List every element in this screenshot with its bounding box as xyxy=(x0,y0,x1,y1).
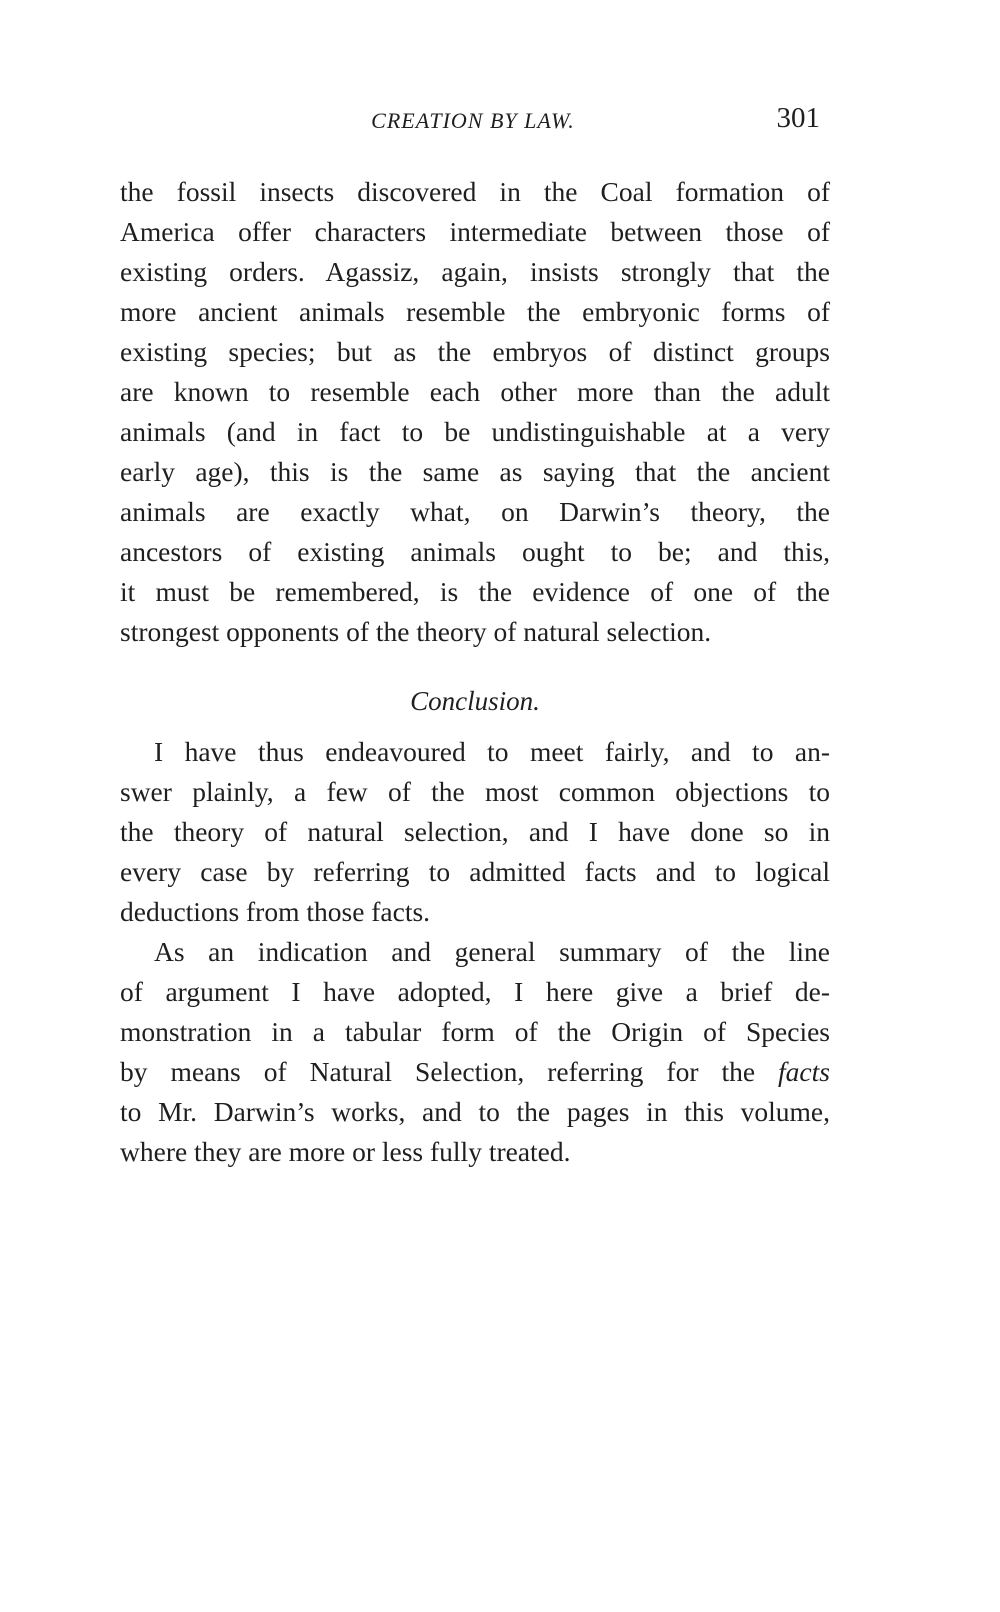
text-line: monstration in a tabular form of the Origin of Species xyxy=(120,1016,830,1047)
italic-word: facts xyxy=(778,1056,830,1087)
text-line: deductions from those facts. xyxy=(120,896,431,927)
paragraph-conclusion xyxy=(120,732,830,932)
text-line: every case by referring to admitted facts and to logical xyxy=(120,856,830,887)
page-number: 301 xyxy=(776,102,820,134)
section-heading: Conclusion. xyxy=(410,686,540,716)
text-line: animals are exactly what, on Darwin’s theory, the xyxy=(120,496,830,527)
text-line: America offer characters intermediate between those of xyxy=(120,216,830,247)
text-line: are known to resemble each other more than the adult xyxy=(120,376,830,407)
text-line: As an indication and general summary of the line xyxy=(154,936,830,967)
text-segment: by means of Natural Selection, referring for the xyxy=(120,1056,756,1087)
paragraph-continuation xyxy=(120,172,830,652)
text-line: where they are more or less fully treated. xyxy=(120,1136,571,1167)
text-line: early age), this is the same as saying that the ancient xyxy=(120,456,830,487)
text-line: existing species; but as the embryos of distinct groups xyxy=(120,336,830,367)
running-head: CREATION BY LAW. xyxy=(371,108,575,133)
text-line: swer plainly, a few of the most common objections to xyxy=(120,776,830,807)
text-line: it must be remembered, is the evidence of one of the xyxy=(120,576,830,607)
text-line: I have thus endeavoured to meet fairly, and to an- xyxy=(154,736,830,767)
text-line: more ancient animals resemble the embryonic forms of xyxy=(120,296,830,327)
text-line: the theory of natural selection, and I have done so in xyxy=(120,816,830,847)
text-line: existing orders. Agassiz, again, insists strongly that the xyxy=(120,256,830,287)
text-line: strongest opponents of the theory of natural selection. xyxy=(120,616,712,647)
text-line: to Mr. Darwin’s works, and to the pages in this volume, xyxy=(120,1096,830,1127)
text-line: animals (and in fact to be undistinguishable at a very xyxy=(120,416,830,447)
text-line: the fossil insects discovered in the Coal formation of xyxy=(120,176,830,207)
page-header xyxy=(120,104,826,144)
paragraph-summary xyxy=(120,932,830,1172)
text-line: of argument I have adopted, I here give a brief de- xyxy=(120,976,830,1007)
text-line: ancestors of existing animals ought to be; and this, xyxy=(120,536,830,567)
text-line-with-italic xyxy=(120,1052,830,1092)
